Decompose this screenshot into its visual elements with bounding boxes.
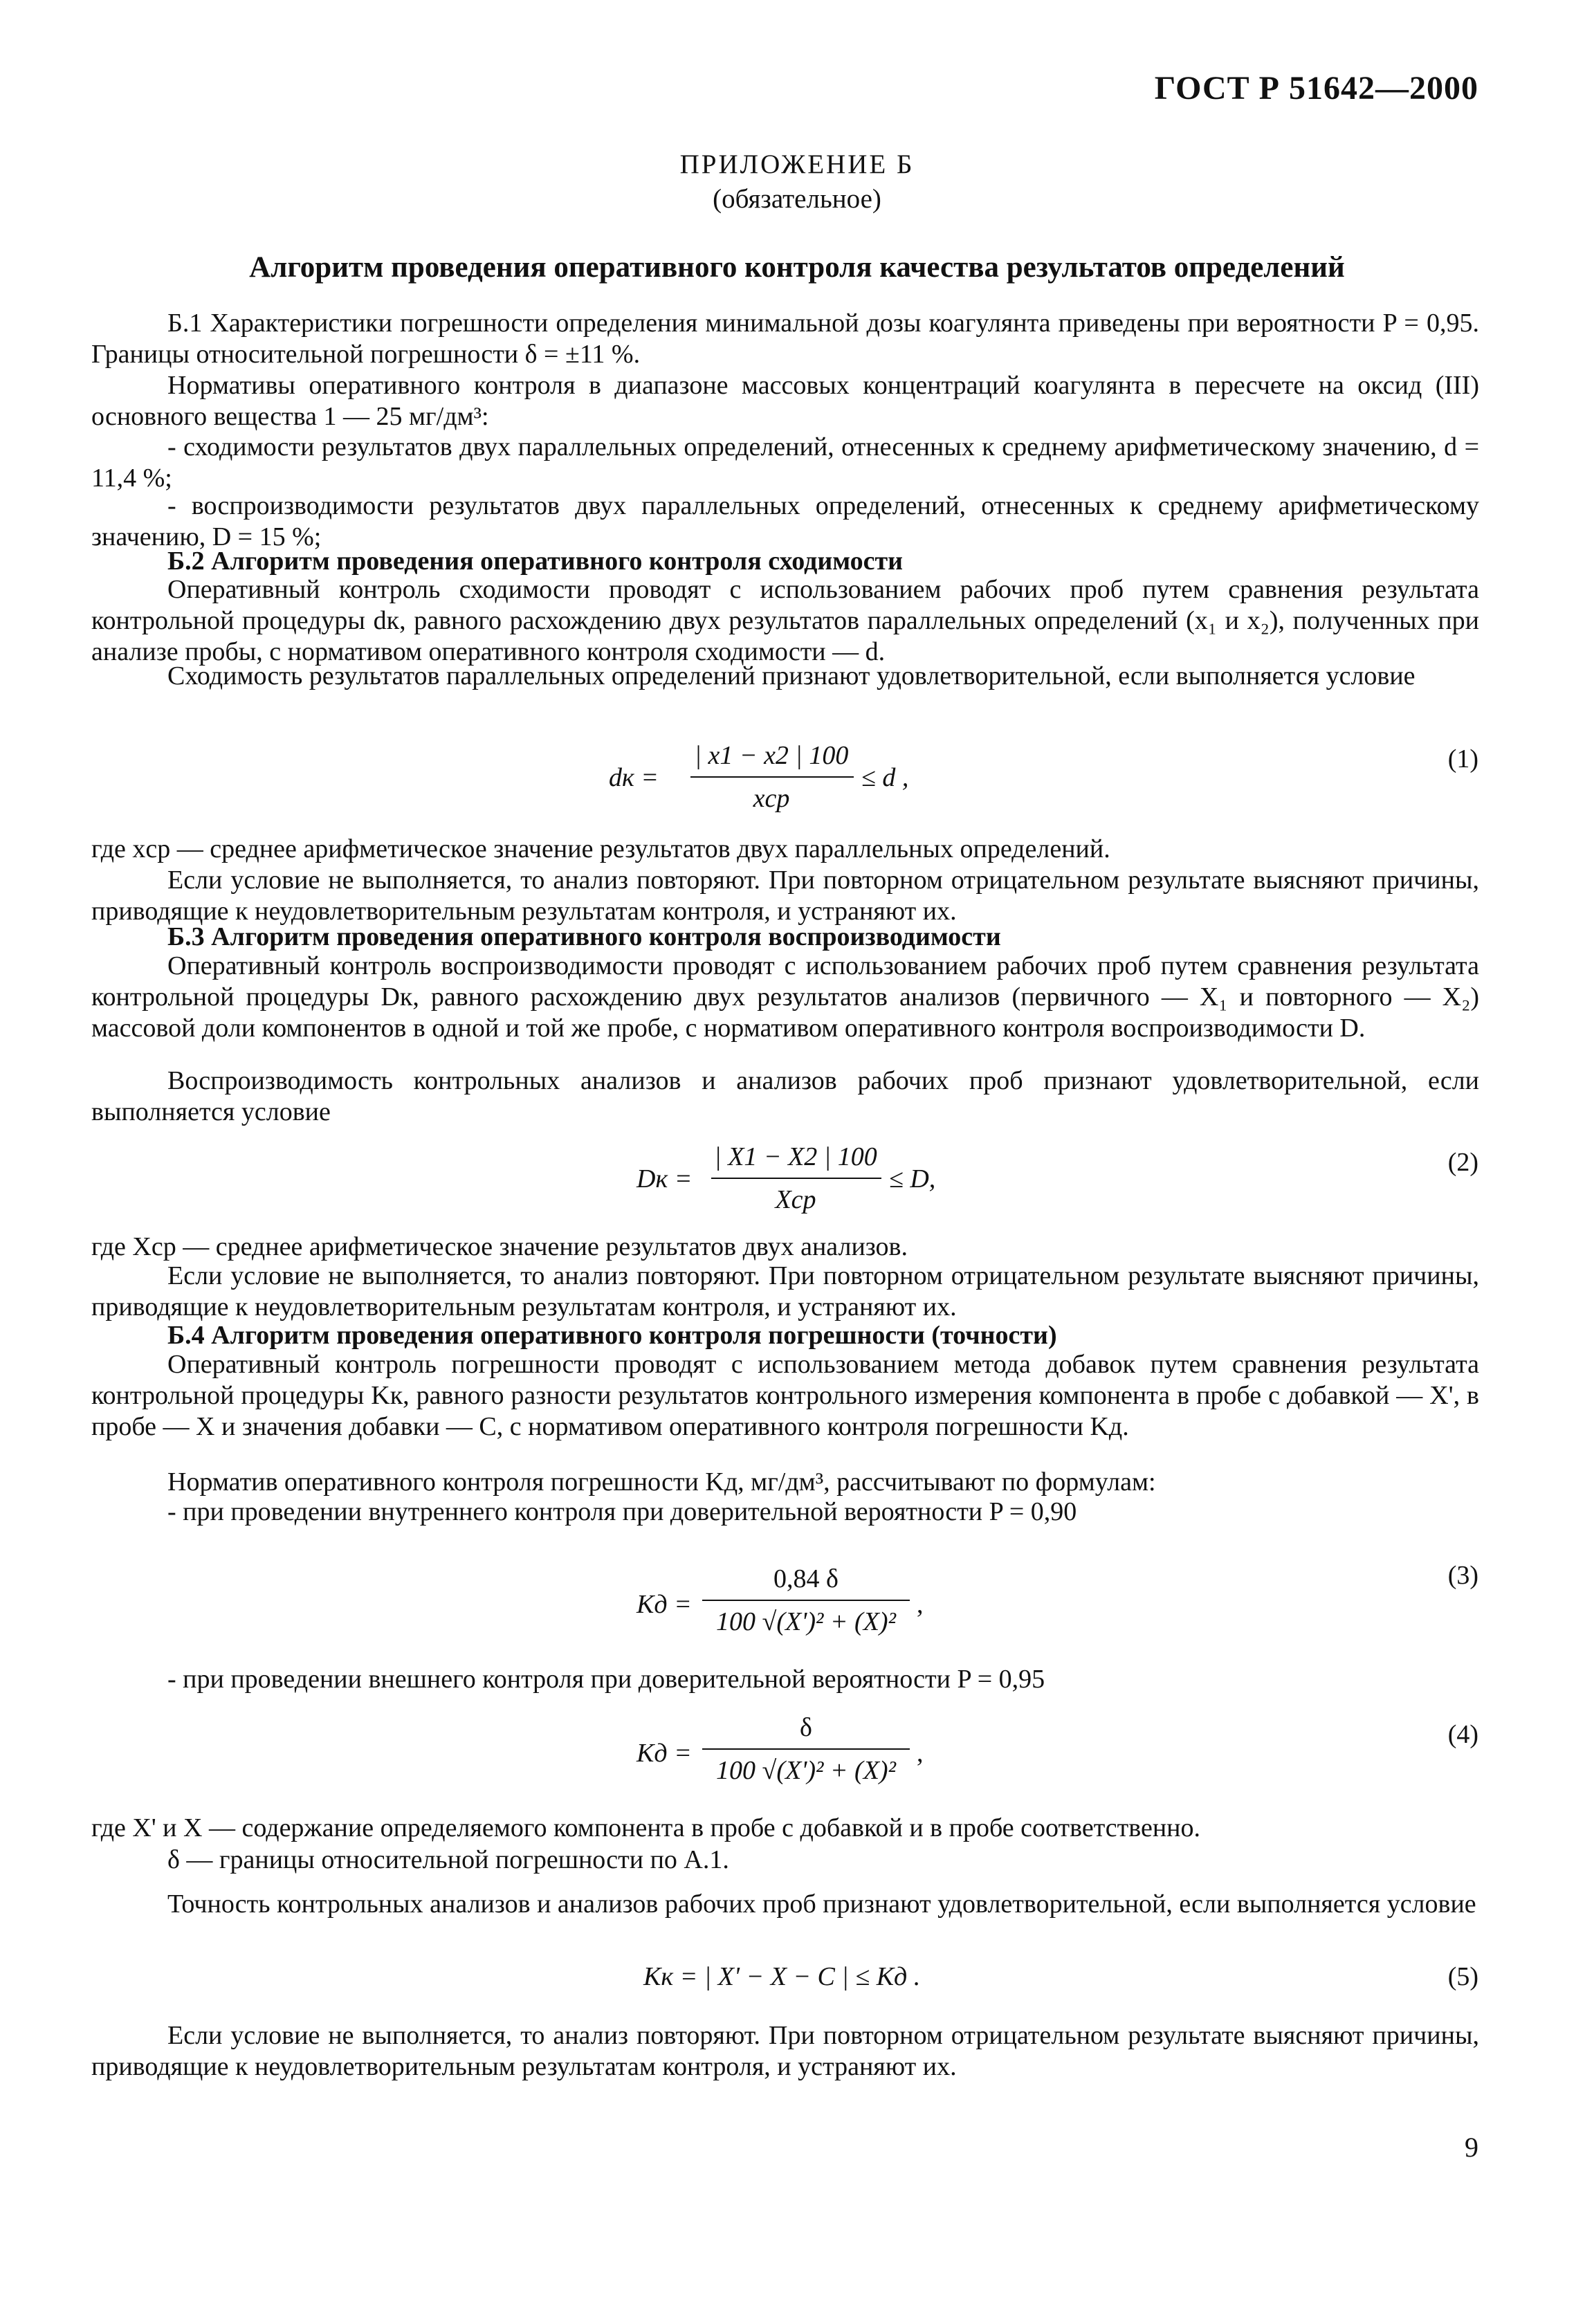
document-header: ГОСТ Р 51642—2000: [1154, 70, 1478, 107]
formula-2-rhs: ≤ D,: [889, 1164, 936, 1193]
formula-2-fraction-bar: [711, 1178, 881, 1179]
formula-5-number: (5): [1447, 1962, 1478, 1991]
paragraph-xcp2-definition: где Xср — среднее арифметическое значение результатов двух анализов.: [91, 1232, 908, 1261]
paragraph-repeatability-norm: - сходимости результатов двух параллельных определений, отнесенных к среднему арифметическому значению, d = 11,4 %;: [91, 432, 1479, 493]
paragraph-delta-definition: δ — границы относительной погрешности по А.1.: [167, 1845, 729, 1874]
paragraph-xcp-definition: где xср — среднее арифметическое значение результатов двух параллельных определений.: [91, 834, 1110, 863]
paragraph-b3-text: Оперативный контроль воспроизводимости проводят с использованием рабочих проб путем сравнения результата контрольной процедуры Dк, равного расхождению двух результатов анализов (первичного — X₁ и повторного — X₂) массовой доли компонентов в одной и той же пробе, с нормативом оперативного контроля воспроизводимости D.: [91, 951, 1479, 1043]
formula-1: [609, 733, 996, 823]
formula-1-denominator: xср: [753, 784, 790, 813]
appendix-note: (обязательное): [713, 184, 881, 214]
formula-1-number: (1): [1447, 744, 1478, 774]
formula-1-numerator: | x1 − x2 | 100: [694, 741, 849, 770]
heading-b3: Б.3 Алгоритм проведения оперативного контроля воспроизводимости: [167, 922, 1001, 951]
formula-4-denominator: 100 √(X')² + (X)²: [716, 1756, 896, 1785]
formula-1-lhs: dк =: [609, 763, 659, 792]
paragraph-b3-repeat: Если условие не выполняется, то анализ повторяют. При повторном отрицательном результате выясняют причины, приводящие к неудовлетворительным результатам контроля, и устраняют их.: [91, 1261, 1479, 1321]
formula-3-number: (3): [1447, 1561, 1478, 1590]
section-title: Алгоритм проведения оперативного контроля качества результатов определений: [249, 251, 1345, 284]
paragraph-b4-repeat: Если условие не выполняется, то анализ повторяют. При повторном отрицательном результате выясняют причины, приводящие к неудовлетворительным результатам контроля, и устраняют их.: [91, 2021, 1479, 2081]
formula-5: Kк = | X' − X − C | ≤ Kд .: [643, 1962, 921, 1991]
formula-2-lhs: Dк =: [636, 1164, 693, 1193]
paragraph-b2-repeat: Если условие не выполняется, то анализ повторяют. При повторном отрицательном результате выясняют причины, приводящие к неудовлетворительным результатам контроля, и устраняют их.: [91, 866, 1479, 926]
formula-3-lhs: Kд =: [636, 1590, 692, 1619]
paragraph-reproducibility-norm: - воспроизводимости результатов двух параллельных определений, отнесенных к среднему арифметическому значению, D = 15 %;: [91, 491, 1479, 551]
paragraph-norms: Нормативы оперативного контроля в диапазоне массовых концентраций коагулянта в пересчете на оксид (III) основного вещества 1 — 25 мг/дм³:: [91, 371, 1479, 431]
paragraph-accuracy-condition: Точность контрольных анализов и анализов рабочих проб признают удовлетворительной, если выполняется условие: [167, 1890, 1476, 1919]
formula-3: [636, 1560, 1024, 1650]
appendix-title: ПРИЛОЖЕНИЕ Б: [679, 149, 915, 179]
formula-2-numerator: | X1 − X2 | 100: [714, 1142, 877, 1171]
formula-4-lhs: Kд =: [636, 1739, 692, 1768]
paragraph-external-control: - при проведении внешнего контроля при доверительной вероятности P = 0,95: [167, 1665, 1045, 1694]
paragraph-xprime-definition: где X' и X — содержание определяемого компонента в пробе с добавкой и в пробе соответственно.: [91, 1813, 1201, 1842]
formula-3-denominator: 100 √(X')² + (X)²: [716, 1607, 896, 1636]
paragraph-b2-text: Оперативный контроль сходимости проводят с использованием рабочих проб путем сравнения результата контрольной процедуры dк, равного расхождению двух результатов параллельных определений (x₁ и x₂), полученных при анализе пробы, с нормативом оперативного контроля сходимости — d.: [91, 575, 1479, 666]
paragraph-b4-text: Оперативный контроль погрешности проводят с использованием метода добавок путем сравнения результата контрольной процедуры Kк, равного разности результатов контрольного измерения компонента в пробе с добавкой — X', в пробе — X и значения добавки — C, с нормативом оперативного контроля погрешности Kд.: [91, 1350, 1479, 1441]
formula-2: [636, 1135, 1024, 1225]
heading-b4: Б.4 Алгоритм проведения оперативного контроля погрешности (точности): [167, 1321, 1057, 1350]
formula-4-rhs: ,: [917, 1739, 924, 1768]
formula-4: [636, 1709, 1024, 1799]
formula-4-numerator: δ: [800, 1713, 812, 1742]
paragraph-internal-control: - при проведении внутреннего контроля при доверительной вероятности P = 0,90: [167, 1497, 1077, 1526]
paragraph-b2-condition: Сходимость результатов параллельных определений признают удовлетворительной, если выполняется условие: [167, 661, 1416, 690]
formula-3-numerator: 0,84 δ: [773, 1564, 839, 1593]
formula-4-number: (4): [1447, 1720, 1478, 1749]
formula-3-fraction-bar: [702, 1600, 910, 1601]
formula-2-number: (2): [1447, 1148, 1478, 1177]
heading-b2: Б.2 Алгоритм проведения оперативного контроля сходимости: [167, 547, 904, 576]
paragraph-b1: Б.1 Характеристики погрешности определения минимальной дозы коагулянта приведены при вероятности P = 0,95. Границы относительной погрешности δ = ±11 %.: [91, 309, 1479, 369]
formula-4-fraction-bar: [702, 1748, 910, 1750]
formula-3-rhs: ,: [917, 1590, 924, 1619]
paragraph-b4-norm: Норматив оперативного контроля погрешности Kд, мг/дм³, рассчитывают по формулам:: [167, 1467, 1156, 1497]
formula-1-rhs: ≤ d ,: [861, 763, 909, 792]
formula-1-fraction-bar: [690, 776, 854, 778]
page-number: 9: [1465, 2132, 1478, 2163]
formula-2-denominator: Xср: [775, 1185, 816, 1214]
paragraph-b3-condition: Воспроизводимость контрольных анализов и анализов рабочих проб признают удовлетворительной, если выполняется условие: [91, 1066, 1479, 1126]
